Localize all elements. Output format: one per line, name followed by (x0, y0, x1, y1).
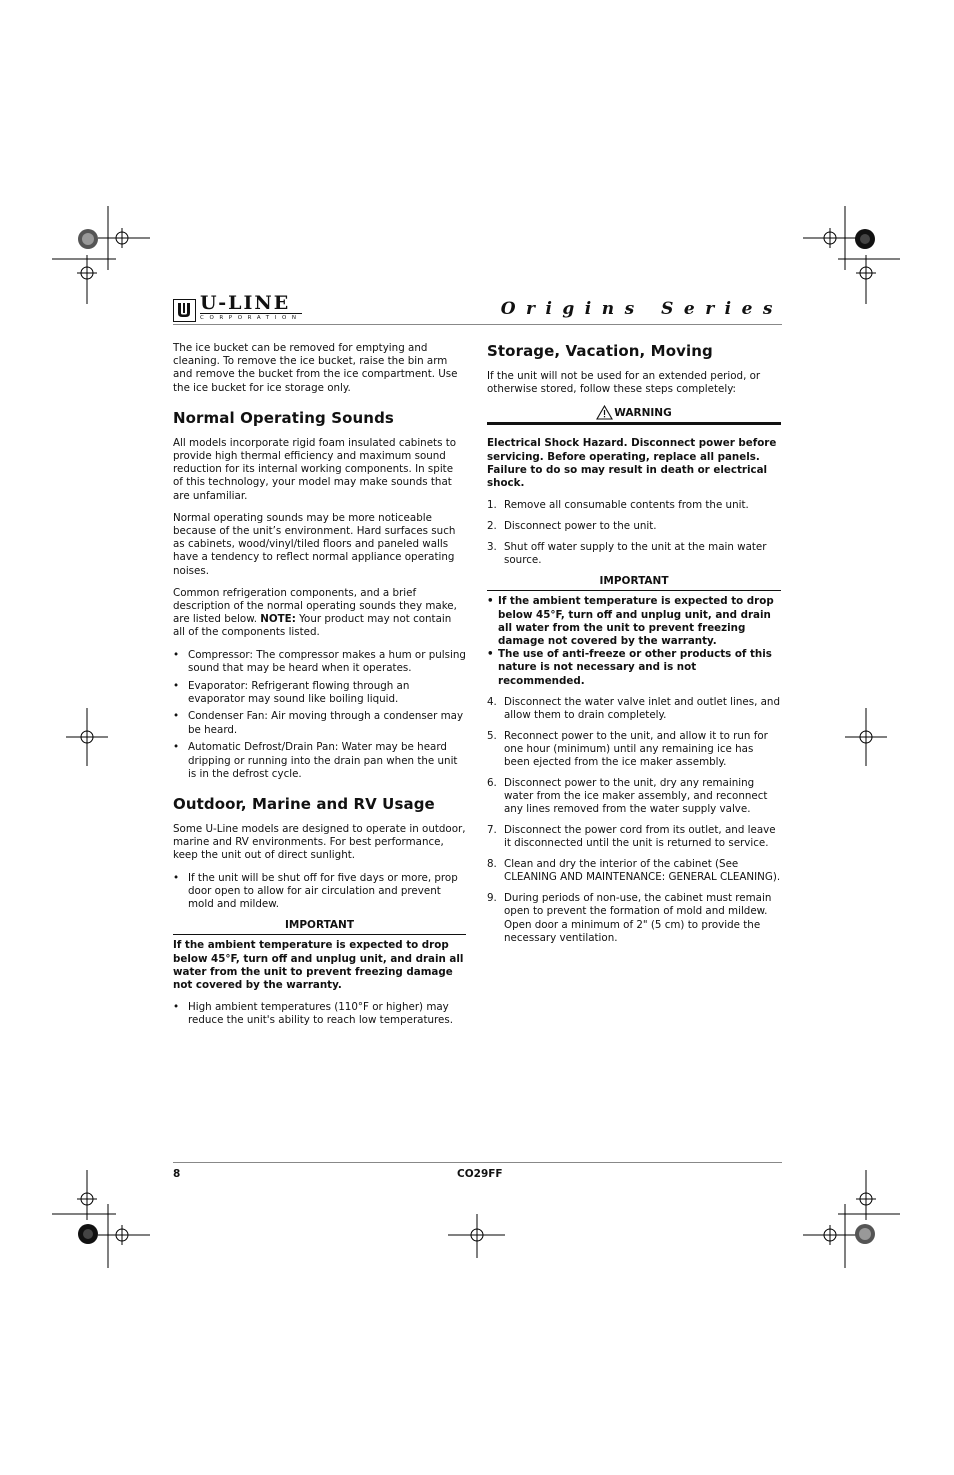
warning-text: Electrical Shock Hazard. Disconnect power before servicing. Before operating, replace all panels. Failure to do so may result in death or electrical shock. (487, 437, 777, 490)
sounds-paragraph-3 (173, 587, 466, 640)
list-item (487, 777, 781, 817)
important-heading: IMPORTANT (173, 919, 466, 935)
list-item (487, 696, 781, 722)
step-text: Reconnect power to the unit, and allow it to run for one hour (minimum) until any remaining ice has been ejected from the ice maker assembly. (504, 729, 768, 769)
note-label: NOTE: (260, 613, 296, 626)
step-number: 2. (487, 520, 497, 533)
list-item (487, 892, 781, 945)
step-text: Disconnect power to the unit. (504, 520, 657, 533)
logo-subtitle: CORPORATION (200, 315, 302, 321)
list-item: • The use of anti-freeze or other products of this nature is not necessary and is not recommended. (487, 648, 781, 688)
page-number: 8 (173, 1168, 181, 1180)
uline-logo (173, 294, 302, 322)
warning-triangle-icon (596, 405, 613, 420)
step-number: 1. (487, 499, 497, 512)
step-text: Remove all consumable contents from the unit. (504, 499, 749, 512)
warning-label: WARNING (614, 407, 672, 420)
list-item: • Evaporator: Refrigerant flowing through an evaporator may sound like boiling liquid. (173, 680, 466, 706)
footer-divider (173, 1162, 782, 1163)
list-item: • If the ambient temperature is expected to drop below 45°F, turn off and unplug unit, and drain all water from the unit to prevent freezing damage not covered by the warranty. (487, 595, 781, 648)
outdoor-list-2 (173, 1001, 466, 1027)
step-number: 3. (487, 540, 497, 553)
step-text: During periods of non-use, the cabinet must remain open to prevent the formation of mold and mildew. Open door a minimum of 2" (5 cm) to provide the necessary ventilation. (504, 892, 772, 944)
sounds-paragraph-2: Normal operating sounds may be more noticeable because of the unit’s environment. Hard surfaces such as cabinets, wood/vinyl/tiled floors and paneled walls have a tendency to reflect normal appliance operating noises. (173, 511, 456, 577)
storage-steps-2 (487, 696, 781, 945)
page-header (173, 290, 783, 326)
list-item (487, 824, 781, 850)
list-item: • Automatic Defrost/Drain Pan: Water may be heard dripping or running into the drain pan when the unit is in the defrost cycle. (173, 741, 466, 781)
normal-sounds-heading: Normal Operating Sounds (173, 408, 394, 427)
list-item (487, 520, 781, 533)
series-title: Origins Series (500, 299, 783, 319)
list-item (487, 858, 781, 884)
sounds-paragraph-1: All models incorporate rigid foam insulated cabinets to provide high thermal efficiency and maximum sound reduction for its internal working components. In spite of this technology, your model may make sounds that are unfamiliar. (173, 436, 457, 502)
step-number: 4. (487, 695, 497, 708)
uline-logo-icon (173, 299, 196, 322)
list-item: • High ambient temperatures (110°F or higher) may reduce the unit's ability to reach low temperatures. (173, 1001, 466, 1027)
storage-heading: Storage, Vacation, Moving (487, 342, 713, 360)
step-text: Disconnect power to the unit, dry any remaining water from the ice maker assembly, and reconnect any lines removed from the water supply valve. (504, 777, 768, 816)
step-number: 5. (487, 729, 497, 742)
header-divider (173, 324, 782, 325)
sounds-p3-text: Common refrigeration components, and a brief description of the normal operating sounds they make, are listed below. (173, 586, 457, 626)
warning-heading (487, 405, 781, 425)
logo-name: U-LINE (200, 292, 291, 314)
storage-paragraph: If the unit will not be used for an extended period, or otherwise stored, follow these steps completely: (487, 370, 761, 396)
list-item: • If the unit will be shut off for five days or more, prop door open to allow for air circulation and prevent mold and mildew. (173, 872, 466, 912)
step-number: 8. (487, 858, 497, 871)
list-item (487, 499, 781, 512)
outdoor-usage-heading: Outdoor, Marine and RV Usage (173, 794, 435, 813)
important-heading: IMPORTANT (487, 575, 781, 591)
step-number: 7. (487, 824, 497, 837)
list-item (487, 730, 781, 770)
important-list (487, 595, 781, 687)
step-text: Shut off water supply to the unit at the main water source. (504, 540, 767, 567)
step-text: Disconnect the water valve inlet and outlet lines, and allow them to drain completely. (504, 695, 780, 722)
important-text: If the ambient temperature is expected to drop below 45°F, turn off and unplug unit, and drain all water from the unit to prevent freezing damage not covered by the warranty. (173, 939, 464, 992)
sounds-p3-note-text: Your product may not contain all of the components listed. (173, 613, 452, 639)
list-item: • Compressor: The compressor makes a hum or pulsing sound that may be heard when it operates. (173, 649, 466, 675)
right-column (487, 342, 781, 953)
outdoor-list (173, 872, 466, 912)
step-number: 9. (487, 892, 497, 905)
document-code: CO29FF (457, 1168, 503, 1180)
storage-steps-1 (487, 499, 781, 567)
step-text: Clean and dry the interior of the cabinet (See CLEANING AND MAINTENANCE: GENERAL CLEANING). (504, 858, 781, 884)
step-text: Disconnect the power cord from its outlet, and leave it disconnected until the unit is returned to service. (504, 824, 776, 850)
sounds-list (173, 649, 466, 781)
left-column (173, 342, 466, 1036)
outdoor-paragraph: Some U-Line models are designed to operate in outdoor, marine and RV environments. For best performance, keep the unit out of direct sunlight. (173, 822, 466, 862)
list-item (487, 541, 781, 567)
list-item: • Condenser Fan: Air moving through a condenser may be heard. (173, 710, 466, 736)
step-number: 6. (487, 777, 497, 790)
ice-bucket-paragraph: The ice bucket can be removed for emptying and cleaning. To remove the ice bucket, raise the bin arm and remove the bucket from the ice compartment. Use the ice bucket for ice storage only. (173, 342, 458, 394)
